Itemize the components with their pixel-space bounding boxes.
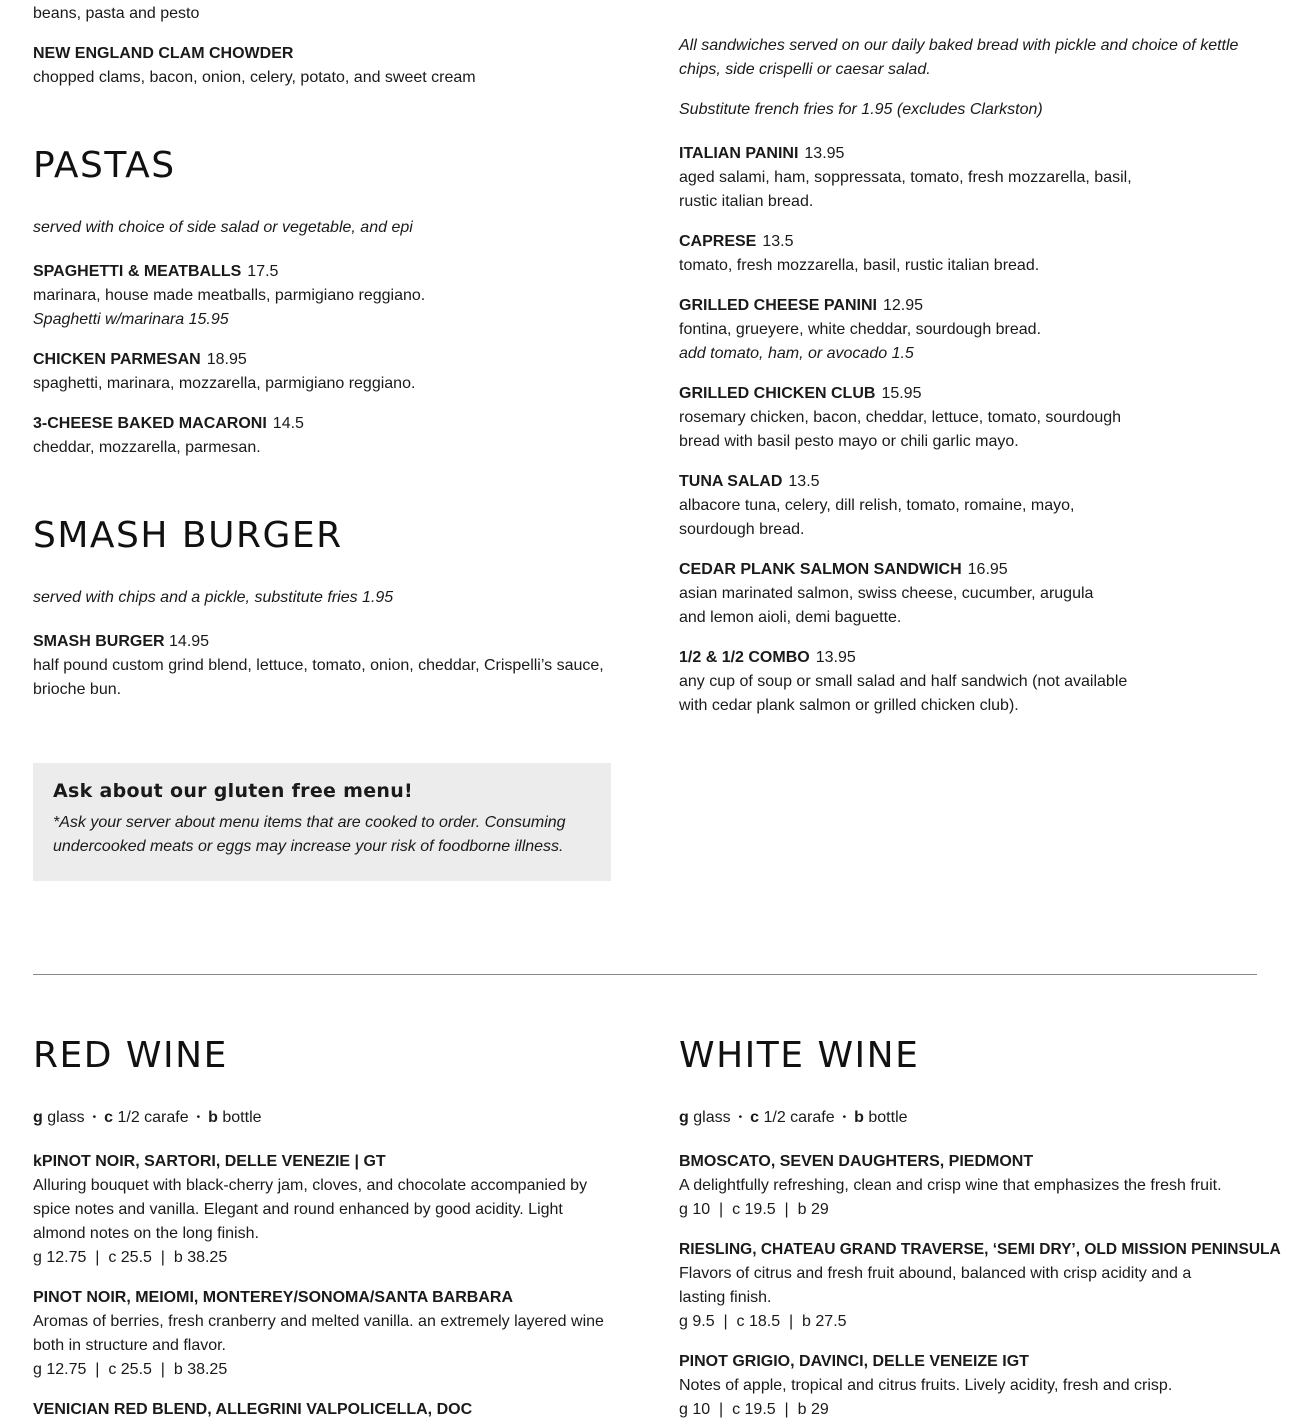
- item-extra: Spaghetti w/marinara 15.95: [33, 311, 229, 328]
- item-name: GRILLED CHICKEN CLUB: [679, 385, 876, 402]
- gluten-free-text-line2: undercooked meats or eggs may increase your risk of foodborne illness.: [53, 838, 564, 855]
- item-desc-line1: asian marinated salmon, swiss cheese, cucumber, arugula: [679, 585, 1094, 602]
- wine-prices: g 9.5 | c 18.5 | b 27.5: [679, 1313, 847, 1330]
- item-name: SPAGHETTI & MEATBALLS: [33, 263, 242, 280]
- section-title-pastas: PASTAS: [33, 145, 176, 186]
- wine-desc-line2: spice notes and vanilla. Elegant and round enhanced by good acidity. Light: [33, 1201, 563, 1218]
- item-desc-line1: half pound custom grind blend, lettuce, tomato, onion, cheddar, Crispelli’s sauce,: [33, 657, 604, 674]
- legend-c: c: [750, 1109, 760, 1127]
- section-title-red-wine: RED WINE: [33, 1035, 228, 1076]
- item-extra: add tomato, ham, or avocado 1.5: [679, 345, 914, 362]
- white-wine-legend: [679, 1106, 908, 1130]
- wine-name: VENICIAN RED BLEND, ALLEGRINI VALPOLICELLA, DOC: [33, 1401, 473, 1418]
- wine-desc-line1: Aromas of berries, fresh cranberry and melted vanilla. an extremely layered wine: [33, 1313, 604, 1330]
- item-price: 13.95: [815, 649, 856, 666]
- item-desc: marinara, house made meatballs, parmigiano reggiano.: [33, 287, 426, 304]
- wine-prices: g 12.75 | c 25.5 | b 38.25: [33, 1361, 228, 1378]
- wine-desc-line3: almond notes on the long finish.: [33, 1225, 259, 1242]
- wine-desc-line1: Alluring bouquet with black-cherry jam, cloves, and chocolate accompanied by: [33, 1177, 588, 1194]
- item-desc-line2: sourdough bread.: [679, 521, 805, 538]
- legend-bottle: bottle: [868, 1109, 908, 1127]
- wine-prices: g 10 | c 19.5 | b 29: [679, 1201, 829, 1218]
- wine-desc-line2: both in structure and flavor.: [33, 1337, 226, 1354]
- sandwiches-note: [679, 34, 1259, 82]
- item-price: 14.95: [169, 633, 210, 650]
- wine-item-venician-red: [33, 1398, 633, 1422]
- wine-name: PINOT GRIGIO, DAVINCI, DELLE VENEIZE IGT: [679, 1353, 1029, 1370]
- item-price: 16.95: [967, 561, 1008, 578]
- item-price: 13.5: [788, 473, 820, 490]
- menu-item-italian-panini: [679, 142, 1259, 214]
- item-desc: spaghetti, marinara, mozzarella, parmigiano reggiano.: [33, 375, 416, 392]
- wine-item-pinot-grigio: [679, 1350, 1279, 1422]
- legend-g: g: [33, 1109, 43, 1127]
- legend-glass: glass: [693, 1109, 731, 1127]
- wine-name: RIESLING, CHATEAU GRAND TRAVERSE, ‘SEMI DRY’, OLD MISSION PENINSULA: [679, 1241, 1281, 1258]
- item-desc-line2: brioche bun.: [33, 681, 122, 698]
- menu-item-caprese: [679, 230, 1259, 278]
- wine-name: PINOT NOIR, MEIOMI, MONTEREY/SONOMA/SANTA BARBARA: [33, 1289, 513, 1306]
- burger-note: served with chips and a pickle, substitute fries 1.95: [33, 589, 394, 606]
- item-desc: cheddar, mozzarella, parmesan.: [33, 439, 261, 456]
- item-desc-line2: rustic italian bread.: [679, 193, 814, 210]
- item-desc-line1: aged salami, ham, soppressata, tomato, fresh mozzarella, basil,: [679, 169, 1132, 186]
- item-desc-line1: fontina, grueyere, white cheddar, sourdough bread.: [679, 321, 1042, 338]
- section-title-smash-burger: SMASH BURGER: [33, 515, 343, 556]
- menu-item-tuna-salad: [679, 470, 1259, 542]
- red-wine-legend: [33, 1106, 262, 1130]
- legend-carafe: 1/2 carafe: [117, 1109, 189, 1127]
- legend-bottle: bottle: [222, 1109, 262, 1127]
- section-title-white-wine: WHITE WINE: [679, 1035, 920, 1076]
- item-desc-line1: albacore tuna, celery, dill relish, tomato, romaine, mayo,: [679, 497, 1075, 514]
- legend-dot: •: [738, 1112, 743, 1123]
- wine-name: kPINOT NOIR, SARTORI, DELLE VENEZIE | GT: [33, 1153, 386, 1170]
- gluten-free-text-line1: *Ask your server about menu items that are cooked to order. Consuming: [53, 814, 566, 831]
- menu-item-salmon-sandwich: [679, 558, 1259, 630]
- wine-name: BMOSCATO, SEVEN DAUGHTERS, PIEDMONT: [679, 1153, 1034, 1170]
- item-name: CAPRESE: [679, 233, 757, 250]
- item-price: 15.95: [881, 385, 922, 402]
- gluten-free-notice: [33, 763, 611, 881]
- item-desc-line2: and lemon aioli, demi baguette.: [679, 609, 902, 626]
- legend-dot: •: [842, 1112, 847, 1123]
- legend-g: g: [679, 1109, 689, 1127]
- legend-c: c: [104, 1109, 114, 1127]
- menu-item-combo: [679, 646, 1259, 718]
- menu-item-grilled-chicken-club: [679, 382, 1259, 454]
- item-price: 17.5: [247, 263, 279, 280]
- gluten-free-title: Ask about our gluten free menu!: [53, 780, 414, 802]
- item-name: 3-CHEESE BAKED MACARONI: [33, 415, 267, 432]
- menu-item-macaroni: [33, 412, 633, 460]
- menu-item-grilled-cheese: [679, 294, 1259, 366]
- item-price: 13.5: [762, 233, 794, 250]
- sandwiches-fries-note: Substitute french fries for 1.95 (excludes Clarkston): [679, 101, 1043, 118]
- item-desc-line2: bread with basil pesto mayo or chili garlic mayo.: [679, 433, 1019, 450]
- item-price: 12.95: [882, 297, 923, 314]
- item-name: CHICKEN PARMESAN: [33, 351, 201, 368]
- sandwiches-note-line1: All sandwiches served on our daily baked bread with pickle and choice of kettle: [679, 37, 1239, 54]
- item-desc-line1: any cup of soup or small salad and half sandwich (not available: [679, 673, 1128, 690]
- wine-item-pinot-noir-meiomi: [33, 1286, 633, 1382]
- wine-prices: g 10 | c 19.5 | b 29: [679, 1401, 829, 1418]
- item-desc: chopped clams, bacon, onion, celery, potato, and sweet cream: [33, 69, 476, 86]
- item-price: 13.95: [804, 145, 845, 162]
- wine-prices: g 12.75 | c 25.5 | b 38.25: [33, 1249, 228, 1266]
- item-name: GRILLED CHEESE PANINI: [679, 297, 877, 314]
- menu-item-spaghetti: [33, 260, 633, 332]
- wine-desc-line1: Notes of apple, tropical and citrus fruits. Lively acidity, fresh and crisp.: [679, 1377, 1173, 1394]
- item-price: 18.95: [206, 351, 247, 368]
- item-price: 14.5: [272, 415, 304, 432]
- soup-prev-desc: beans, pasta and pesto: [33, 5, 200, 22]
- wine-desc-line1: A delightfully refreshing, clean and crisp wine that emphasizes the fresh fruit.: [679, 1177, 1222, 1194]
- item-name: TUNA SALAD: [679, 473, 783, 490]
- item-name: ITALIAN PANINI: [679, 145, 799, 162]
- legend-glass: glass: [47, 1109, 85, 1127]
- wine-item-pinot-noir-sartori: [33, 1150, 633, 1270]
- legend-dot: •: [196, 1112, 201, 1123]
- item-name: 1/2 & 1/2 COMBO: [679, 649, 810, 666]
- item-desc-line2: with cedar plank salmon or grilled chicken club).: [679, 697, 1019, 714]
- wine-item-moscato: [679, 1150, 1279, 1222]
- menu-item-smash-burger: [33, 630, 633, 702]
- pastas-note: served with choice of side salad or vegetable, and epi: [33, 219, 413, 236]
- wine-desc-line2: lasting finish.: [679, 1289, 772, 1306]
- item-desc-line1: tomato, fresh mozzarella, basil, rustic italian bread.: [679, 257, 1040, 274]
- wine-item-riesling: [679, 1238, 1279, 1334]
- item-name: NEW ENGLAND CLAM CHOWDER: [33, 45, 294, 62]
- menu-item-clam-chowder: [33, 42, 633, 90]
- item-desc-line1: rosemary chicken, bacon, cheddar, lettuce, tomato, sourdough: [679, 409, 1122, 426]
- section-divider: [33, 974, 1257, 975]
- legend-carafe: 1/2 carafe: [763, 1109, 835, 1127]
- legend-b: b: [854, 1109, 864, 1127]
- sandwiches-note-line2: chips, side crispelli or caesar salad.: [679, 61, 931, 78]
- legend-b: b: [208, 1109, 218, 1127]
- item-name: CEDAR PLANK SALMON SANDWICH: [679, 561, 962, 578]
- wine-desc-line1: Flavors of citrus and fresh fruit abound, balanced with crisp acidity and a: [679, 1265, 1192, 1282]
- item-name: SMASH BURGER: [33, 633, 165, 650]
- menu-item-chicken-parmesan: [33, 348, 633, 396]
- legend-dot: •: [92, 1112, 97, 1123]
